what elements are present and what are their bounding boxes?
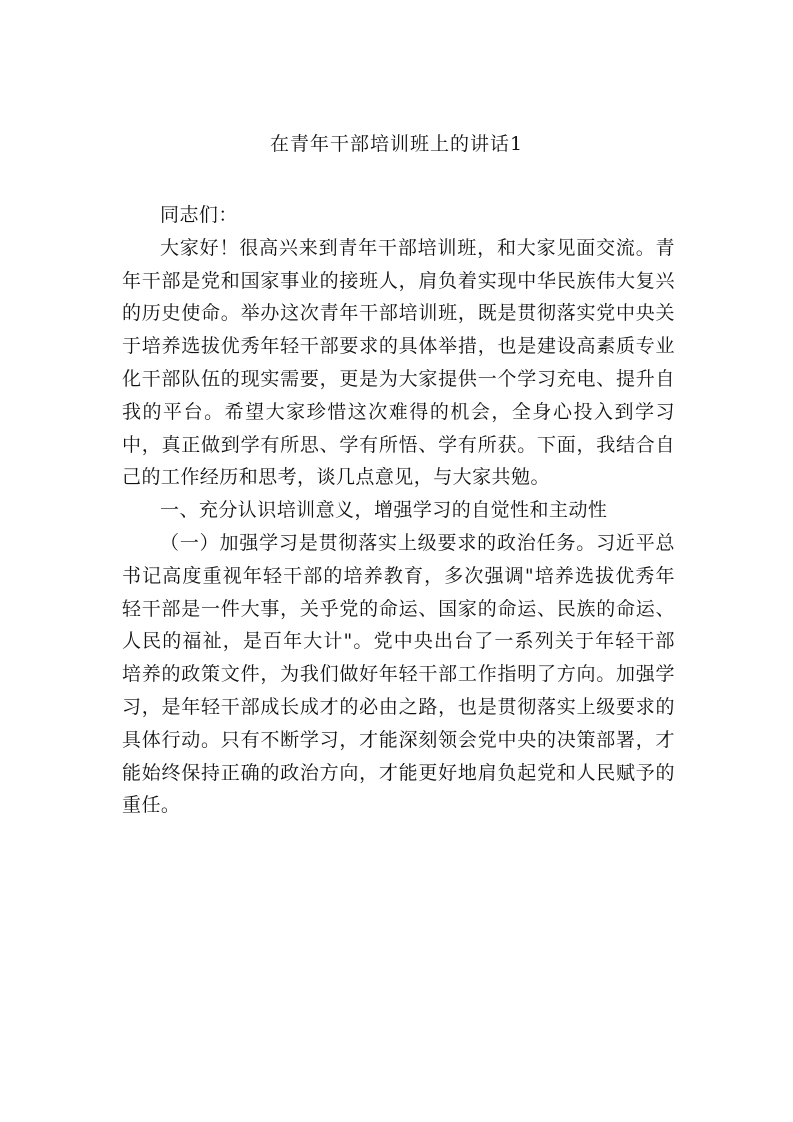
- paragraph-opening: 大家好！很高兴来到青年干部培训班，和大家见面交流。青年干部是党和国家事业的接班人，肩负着实现中华民族伟大复兴的历史使命。举办这次青年干部培训班，既是贯彻落实党中央关于培养选拔优秀年轻干部要求的具体举措，也是建设高素质专业化干部队伍的现实需要，更是为大家提供一个学习充电、提升自我的平台。希望大家珍惜这次难得的机会，全身心投入到学习中，真正做到学有所思、学有所悟、学有所获。下面，我结合自己的工作经历和思考，谈几点意见，与大家共勉。: [122, 236, 675, 489]
- paragraph-salutation: 同志们：: [160, 204, 238, 226]
- paragraph-subsection-1: （一）加强学习是贯彻落实上级要求的政治任务。习近平总书记高度重视年轻干部的培养教育，多次强调"培养选拔优秀年轻干部是一件大事，关乎党的命运、国家的命运、民族的命运、人民的福祉，是百年大计"。党中央出台了一系列关于年轻干部培养的政策文件，为我们做好年轻干部工作指明了方向。加强学习，是年轻干部成长成才的必由之路，也是贯彻落实上级要求的具体行动。只有不断学习，才能深刻领会党中央的决策部署，才能始终保持正确的政治方向，才能更好地肩负起党和人民赋予的重任。: [122, 531, 675, 817]
- document-body: [122, 199, 675, 822]
- section-heading-1: 一、充分认识培训意义，增强学习的自觉性和主动性: [160, 499, 608, 522]
- document-title: 在青年干部培训班上的讲话1: [269, 133, 524, 155]
